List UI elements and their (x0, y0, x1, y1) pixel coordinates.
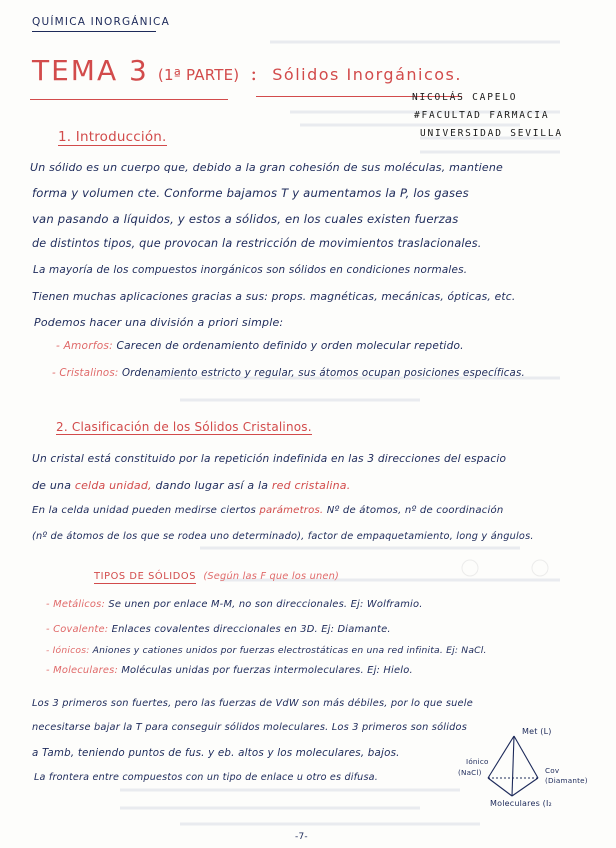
type-text-covalente: Enlaces covalentes direccionales en 3D. Ej: Diamante. (111, 624, 391, 635)
section1-line-2: forma y volumen cte. Conforme bajamos T y aumentamos la P, los gases (32, 186, 469, 200)
diagram-label-bottom: Moleculares (I₂ (490, 799, 552, 808)
parametros-term: parámetros. (259, 505, 324, 516)
type-item-metalicos (46, 599, 423, 610)
diagram-label-left-1: Iónico (466, 757, 489, 766)
section2-line-1: Un cristal está constituido por la repetición indefinida en las 3 direcciones del espacio (32, 453, 507, 465)
type-label-covalente: - Covalente: (46, 624, 109, 635)
section1-heading: 1. Introducción. (58, 129, 167, 145)
section2-line-3-c: Nº de átomos, nº de coordinación (326, 505, 504, 516)
tetra-edge-center (512, 736, 514, 796)
tetra-edge-right (514, 736, 538, 778)
title-separator: : (250, 61, 258, 85)
type-label-moleculares: - Moleculares: (46, 665, 118, 676)
subject-underline (32, 31, 156, 32)
diagram-label-top: Met (L) (522, 727, 552, 736)
cristalinos-text: Ordenamiento estricto y regular, sus átomos ocupan posiciones específicas. (121, 368, 525, 379)
type-label-ionicos: - Iónicos: (46, 645, 90, 656)
celda-unidad-term: celda unidad, (74, 479, 152, 492)
section1-line-5: La mayoría de los compuestos inorgánicos son sólidos en condiciones normales. (33, 264, 468, 276)
amorfos-text: Carecen de ordenamiento definido y orden molecular repetido. (116, 340, 464, 352)
title-underline (30, 99, 228, 100)
closing-line-4: La frontera entre compuestos con un tipo de enlace u otro es difusa. (34, 772, 378, 783)
cristalinos-label: - Cristalinos: (52, 368, 119, 379)
types-heading: TIPOS DE SÓLIDOS (94, 571, 197, 582)
section1-line-4: de distintos tipos, que provocan la restricción de movimientos traslacionales. (32, 237, 482, 250)
type-item-moleculares (46, 665, 413, 676)
tetra-edge-left (488, 736, 514, 778)
page-title (32, 54, 462, 87)
closing-line-1: Los 3 primeros son fuertes, pero las fuerzas de VdW son más débiles, por lo que suele (32, 698, 473, 709)
closing-line-3: a Tamb, teniendo puntos de fus. y eb. altos y los moleculares, bajos. (32, 747, 400, 759)
title-topic: Sólidos Inorgánicos. (272, 65, 462, 84)
page-number: -7- (295, 832, 308, 842)
closing-line-2: necesitarse bajar la T para conseguir sólidos moleculares. Los 3 primeros son sólidos (32, 722, 468, 733)
type-label-metalicos: - Metálicos: (46, 599, 106, 610)
tetra-edge-bottom-left (488, 778, 512, 796)
diagram-label-right-2: (Diamante) (545, 776, 588, 785)
amorfos-label: - Amorfos: (56, 340, 113, 352)
red-cristalina-term: red cristalina. (271, 479, 351, 492)
types-heading-note: (Según las F que los unen) (203, 571, 340, 582)
type-item-covalente (46, 624, 391, 635)
section2-heading: 2. Clasificación de los Sólidos Cristalinos. (56, 420, 312, 434)
section2-line-3 (32, 505, 503, 516)
type-item-ionicos (46, 645, 487, 656)
section2-line-4: (nº de átomos de los que se rodea uno determinado), factor de empaquetamiento, long y ángulos. (32, 531, 534, 542)
types-heading-row (94, 571, 339, 582)
author-faculty: #FACULTAD FARMACIA (414, 110, 550, 121)
section1-line-7: Podemos hacer una división a priori simple: (34, 316, 284, 329)
section2-line-2-c: dando lugar así a la (155, 479, 269, 492)
section1-line-1: Un sólido es un cuerpo que, debido a la gran cohesión de sus moléculas, mantiene (30, 161, 504, 174)
type-text-ionicos: Aniones y cationes unidos por fuerzas electrostáticas en una red infinita. Ej: NaCl. (92, 645, 487, 656)
diagram-label-right-1: Cov (545, 766, 560, 775)
section2-line-3-a: En la celda unidad pueden medirse ciertos (32, 505, 256, 516)
amorfos-item (56, 340, 464, 352)
type-text-moleculares: Moléculas unidas por fuerzas intermoleculares. Ej: Hielo. (121, 665, 413, 676)
section1-line-3: van pasando a líquidos, y estos a sólidos, en los cuales existen fuerzas (32, 212, 459, 226)
diagram-label-left-2: (NaCl) (458, 768, 482, 777)
author-name: NICOLÁS CAPELO (412, 92, 518, 103)
author-university: UNIVERSIDAD SEVILLA (420, 128, 563, 139)
section1-line-6: Tienen muchas aplicaciones gracias a sus: props. magnéticas, mecánicas, ópticas, etc. (32, 290, 516, 303)
title-tema: TEMA 3 (32, 54, 149, 87)
tetra-edge-bottom-right (512, 778, 538, 796)
type-text-metalicos: Se unen por enlace M-M, no son direccionales. Ej: Wolframio. (108, 599, 423, 610)
section2-line-2-a: de una (32, 479, 72, 492)
subject-header: QUÍMICA INORGÁNICA (32, 16, 170, 28)
section2-line-2 (32, 479, 350, 492)
title-part: (1ª PARTE) (157, 66, 240, 84)
cristalinos-item (52, 368, 525, 379)
